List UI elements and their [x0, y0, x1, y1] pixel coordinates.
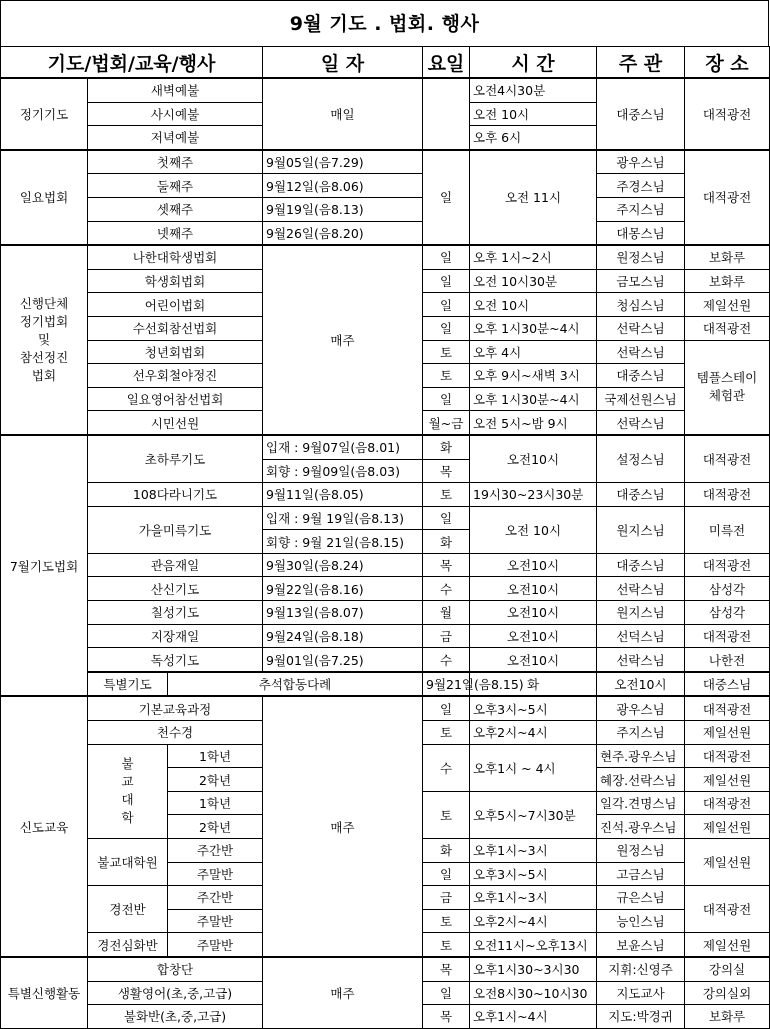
place-cell: 대적광전	[685, 316, 770, 340]
date-cell: 9월22일(음8.16)	[263, 577, 423, 601]
time-cell: 오후 1시~2시	[470, 245, 597, 269]
date-cell: 9월24일(음8.18)	[263, 624, 423, 648]
table-row	[1, 601, 770, 625]
table-row	[1, 197, 770, 221]
event-name: 생활영어(초,중,고급)	[88, 981, 263, 1005]
time-cell: 오후 4시	[470, 340, 597, 364]
weekday-cell: 목	[423, 553, 470, 577]
time-cell: 오후3시~5시	[470, 696, 597, 720]
weekday-cell: 일	[423, 387, 470, 411]
event-name: 새벽예불	[88, 78, 263, 102]
event-name: 셋째주	[88, 197, 263, 221]
weekday-cell: 수	[423, 648, 470, 672]
event-name: 산신기도	[88, 577, 263, 601]
host-cell: 현주.광우스님	[597, 744, 685, 768]
table-row	[1, 245, 770, 269]
host-cell: 금모스님	[597, 269, 685, 293]
event-name: 선우회철야정진	[88, 364, 263, 388]
time-cell: 오후3시~5시	[470, 862, 597, 886]
place-cell: 보화루	[685, 245, 770, 269]
host-cell: 대중스님	[597, 483, 685, 507]
time-cell: 오전8시30~10시30	[470, 981, 597, 1005]
event-name: 어린이법회	[88, 293, 263, 317]
header-row	[1, 47, 770, 79]
time-cell: 오전10시	[470, 435, 597, 483]
time-cell: 오전4시30분	[470, 78, 597, 102]
weekday-cell: 월	[423, 601, 470, 625]
weekday-cell: 월~금	[423, 411, 470, 435]
event-name: 사시예불	[88, 102, 263, 126]
place-cell: 대적광전	[685, 553, 770, 577]
category-cell: 정기기도	[1, 78, 88, 150]
time-cell: 오후1시30~3시30	[470, 957, 597, 981]
event-name: 합창단	[88, 957, 263, 981]
place-cell: 삼성각	[685, 601, 770, 625]
host-cell: 광우스님	[597, 696, 685, 720]
weekday-cell: 일	[423, 862, 470, 886]
place-cell: 보화루	[685, 269, 770, 293]
weekday-cell: 토	[423, 791, 470, 838]
weekday-cell: 목	[423, 957, 470, 981]
term-cell: 주말반	[168, 933, 263, 957]
time-cell: 오후5시~7시30분	[470, 791, 597, 838]
host-cell: 능인스님	[597, 909, 685, 933]
host-cell: 지도:박경귀	[597, 1005, 685, 1029]
time-cell: 오후1시~4시	[470, 1005, 597, 1029]
host-cell: 지도교사	[597, 981, 685, 1005]
host-cell: 국제선원스님	[597, 387, 685, 411]
host-cell: 선락스님	[597, 648, 685, 672]
date-cell: 9월12일(음8.06)	[263, 174, 423, 198]
time-cell: 오후1시~3시	[470, 839, 597, 863]
weekday-cell: 목	[423, 459, 470, 483]
event-name: 108다라니기도	[88, 483, 263, 507]
date-cell: 9월11일(음8.05)	[263, 483, 423, 507]
event-name: 넷째주	[88, 221, 263, 245]
weekday-cell	[423, 78, 470, 150]
date-cell: 매일	[263, 78, 423, 150]
weekday-cell: 일	[423, 269, 470, 293]
date-cell: 9월13일(음8.07)	[263, 601, 423, 625]
weekday-cell: 토	[423, 721, 470, 745]
place-cell: 강의실외	[685, 981, 770, 1005]
schedule-table	[0, 46, 770, 1029]
time-cell: 오전 11시	[470, 150, 597, 245]
date-cell: 매주	[263, 696, 423, 957]
table-row	[1, 553, 770, 577]
host-cell: 대중스님	[685, 672, 770, 697]
category-line: 및	[37, 332, 51, 348]
event-name: 나한대학생법회	[88, 245, 263, 269]
header-place: 장 소	[685, 47, 770, 79]
header-weekday: 요일	[423, 47, 470, 79]
place-cell: 강의실	[685, 957, 770, 981]
college-line: 학	[121, 810, 134, 826]
category-cell: 일요법회	[1, 150, 88, 245]
table-row	[1, 506, 770, 530]
table-row	[1, 624, 770, 648]
host-cell: 선락스님	[597, 316, 685, 340]
place-cell: 대적광전	[685, 483, 770, 507]
time-cell: 오후 1시30분~4시	[470, 387, 597, 411]
place-cell: 미륵전	[685, 506, 770, 553]
event-name: 일요영어참선법회	[88, 387, 263, 411]
event-name: 관음재일	[88, 553, 263, 577]
event-name: 시민선원	[88, 411, 263, 435]
weekday-cell: 일	[423, 245, 470, 269]
table-row	[1, 78, 770, 102]
host-cell: 지휘:신영주	[597, 957, 685, 981]
grade-cell: 2학년	[168, 768, 263, 792]
place-cell: 대적광전	[685, 624, 770, 648]
time-cell: 오전10시	[470, 648, 597, 672]
event-name: 초하루기도	[88, 435, 263, 483]
time-cell: 오전 5시~밤 9시	[470, 411, 597, 435]
place-cell: 보화루	[685, 1005, 770, 1029]
table-row	[1, 648, 770, 672]
place-cell: 제일선원	[685, 768, 770, 792]
table-row	[1, 957, 770, 981]
host-cell: 진석.광우스님	[597, 815, 685, 839]
date-cell: 9월05일(음7.29)	[263, 150, 423, 174]
grade-cell: 1학년	[168, 744, 263, 768]
table-row	[1, 577, 770, 601]
table-row	[1, 435, 770, 459]
time-cell: 오전 10시30분	[470, 269, 597, 293]
weekday-cell: 토	[423, 909, 470, 933]
term-cell: 주간반	[168, 839, 263, 863]
date-cell: 9월21일(음8.15)	[423, 672, 470, 697]
time-cell: 오전10시	[597, 672, 685, 697]
term-cell: 주간반	[168, 886, 263, 910]
place-cell: 제일선원	[685, 839, 770, 886]
place-cell: 삼성각	[685, 577, 770, 601]
place-cell: 대적광전	[685, 78, 770, 150]
header-event: 기도/법회/교육/행사	[1, 47, 263, 79]
place-cell: 대적광전	[685, 791, 770, 815]
place-cell	[685, 340, 770, 435]
category-cell: 7월기도법회	[1, 435, 88, 697]
place-cell: 대적광전	[685, 886, 770, 933]
place-cell: 나한전	[685, 648, 770, 672]
host-cell: 대중스님	[597, 78, 685, 150]
table-row	[1, 696, 770, 720]
event-name: 경전심화반	[88, 933, 168, 957]
weekday-cell: 토	[423, 483, 470, 507]
host-cell: 선락스님	[597, 577, 685, 601]
place-cell: 제일선원	[685, 815, 770, 839]
date-cell: 매주	[263, 957, 423, 1028]
header-time: 시 간	[470, 47, 597, 79]
event-name: 독성기도	[88, 648, 263, 672]
table-row	[1, 150, 770, 174]
event-name: 첫째주	[88, 150, 263, 174]
place-cell: 대적광전	[685, 744, 770, 768]
event-name: 가을미륵기도	[88, 506, 263, 553]
time-cell: 오전 10시	[470, 293, 597, 317]
host-cell: 설정스님	[597, 435, 685, 483]
weekday-cell: 일	[423, 316, 470, 340]
header-host: 주 관	[597, 47, 685, 79]
place-cell: 제일선원	[685, 721, 770, 745]
time-cell: 오후 6시	[470, 126, 597, 150]
date-cell: 9월26일(음8.20)	[263, 221, 423, 245]
weekday-cell: 화	[423, 530, 470, 554]
header-date: 일 자	[263, 47, 423, 79]
time-cell: 오후1시~3시	[470, 886, 597, 910]
weekday-cell: 화	[423, 435, 470, 459]
event-name: 저녁예불	[88, 126, 263, 150]
event-name: 천수경	[88, 721, 263, 745]
host-cell: 주경스님	[597, 174, 685, 198]
host-cell: 대중스님	[597, 364, 685, 388]
weekday-cell: 금	[423, 624, 470, 648]
host-cell: 선락스님	[597, 411, 685, 435]
weekday-cell: 수	[423, 577, 470, 601]
host-cell: 원지스님	[597, 506, 685, 553]
category-cell: 특별기도	[88, 672, 168, 697]
weekday-cell: 토	[423, 933, 470, 957]
table-row	[1, 672, 770, 697]
event-name: 둘째주	[88, 174, 263, 198]
date-cell: 회향 : 9월09일(음8.03)	[263, 459, 423, 483]
host-cell: 혜장.선락스님	[597, 768, 685, 792]
weekday-cell: 목	[423, 1005, 470, 1029]
event-name: 추석합동다례	[168, 672, 423, 697]
event-name: 경전반	[88, 886, 168, 933]
place-cell: 대적광전	[685, 696, 770, 720]
host-cell: 일각.견명스님	[597, 791, 685, 815]
category-cell: 특별신행활동	[1, 957, 88, 1028]
event-name: 청년회법회	[88, 340, 263, 364]
event-name: 학생회법회	[88, 269, 263, 293]
category-line: 신행단체	[19, 296, 69, 312]
weekday-cell: 일	[423, 696, 470, 720]
grade-cell: 2학년	[168, 815, 263, 839]
time-cell: 오후 9시~새벽 3시	[470, 364, 597, 388]
place-cell: 대적광전	[685, 435, 770, 483]
date-cell: 매주	[263, 245, 423, 435]
table-row	[1, 174, 770, 198]
event-name: 불화반(초,중,고급)	[88, 1005, 263, 1029]
place-line: 템플스테이	[696, 370, 758, 386]
college-line: 교	[121, 774, 134, 790]
host-cell: 주지스님	[597, 197, 685, 221]
place-cell: 제일선원	[685, 933, 770, 957]
category-cell	[1, 245, 88, 435]
date-cell: 9월01일(음7.25)	[263, 648, 423, 672]
term-cell: 주말반	[168, 862, 263, 886]
host-cell: 대중스님	[597, 553, 685, 577]
host-cell: 주지스님	[597, 721, 685, 745]
host-cell: 대몽스님	[597, 221, 685, 245]
time-cell: 오후2시~4시	[470, 909, 597, 933]
time-cell: 오전10시	[470, 577, 597, 601]
host-cell: 규은스님	[597, 886, 685, 910]
table-row	[1, 483, 770, 507]
place-cell: 제일선원	[685, 293, 770, 317]
college-line: 대	[121, 792, 134, 808]
place-cell: 대적광전	[685, 150, 770, 245]
date-cell: 9월30일(음8.24)	[263, 553, 423, 577]
host-cell: 선락스님	[597, 340, 685, 364]
category-line: 참선정진	[19, 350, 69, 366]
time-cell: 오전10시	[470, 624, 597, 648]
weekday-cell: 화	[470, 672, 597, 697]
page-title: 9월 기도 . 법회. 행사	[0, 0, 769, 46]
time-cell: 오전 10시	[470, 506, 597, 553]
weekday-cell: 일	[423, 506, 470, 530]
time-cell: 오후 1시30분~4시	[470, 316, 597, 340]
date-cell: 입재 : 9월07일(음8.01)	[263, 435, 423, 459]
time-cell: 오전10시	[470, 601, 597, 625]
weekday-cell: 금	[423, 886, 470, 910]
time-cell: 오후1시 ~ 4시	[470, 744, 597, 791]
college-line: 불	[121, 756, 134, 772]
weekday-cell: 수	[423, 744, 470, 791]
time-cell: 오전 10시	[470, 102, 597, 126]
event-name: 지장재일	[88, 624, 263, 648]
event-name: 수선회참선법회	[88, 316, 263, 340]
weekday-cell: 일	[423, 293, 470, 317]
place-line: 체험관	[708, 388, 746, 404]
time-cell: 오전10시	[470, 553, 597, 577]
time-cell: 오전11시~오후13시	[470, 933, 597, 957]
weekday-cell: 화	[423, 839, 470, 863]
time-cell: 19시30~23시30분	[470, 483, 597, 507]
weekday-cell: 일	[423, 150, 470, 245]
term-cell: 주말반	[168, 909, 263, 933]
weekday-cell: 일	[423, 981, 470, 1005]
host-cell: 선덕스님	[597, 624, 685, 648]
host-cell: 청심스님	[597, 293, 685, 317]
host-cell: 원지스님	[597, 601, 685, 625]
weekday-cell: 토	[423, 340, 470, 364]
time-cell: 오후2시~4시	[470, 721, 597, 745]
college-label	[88, 744, 168, 838]
date-cell: 입재 : 9월 19일(음8.13)	[263, 506, 423, 530]
host-cell: 원정스님	[597, 245, 685, 269]
event-name: 기본교육과정	[88, 696, 263, 720]
event-name: 칠성기도	[88, 601, 263, 625]
weekday-cell: 토	[423, 364, 470, 388]
table-row	[1, 221, 770, 245]
grade-cell: 1학년	[168, 791, 263, 815]
date-cell: 회향 : 9월 21일(음8.15)	[263, 530, 423, 554]
date-cell: 9월19일(음8.13)	[263, 197, 423, 221]
category-line: 법회	[31, 368, 57, 384]
category-cell: 신도교육	[1, 696, 88, 957]
host-cell: 보윤스님	[597, 933, 685, 957]
host-cell: 광우스님	[597, 150, 685, 174]
host-cell: 원정스님	[597, 839, 685, 863]
host-cell: 고금스님	[597, 862, 685, 886]
event-name: 불교대학원	[88, 839, 168, 886]
category-line: 정기법회	[19, 314, 69, 330]
